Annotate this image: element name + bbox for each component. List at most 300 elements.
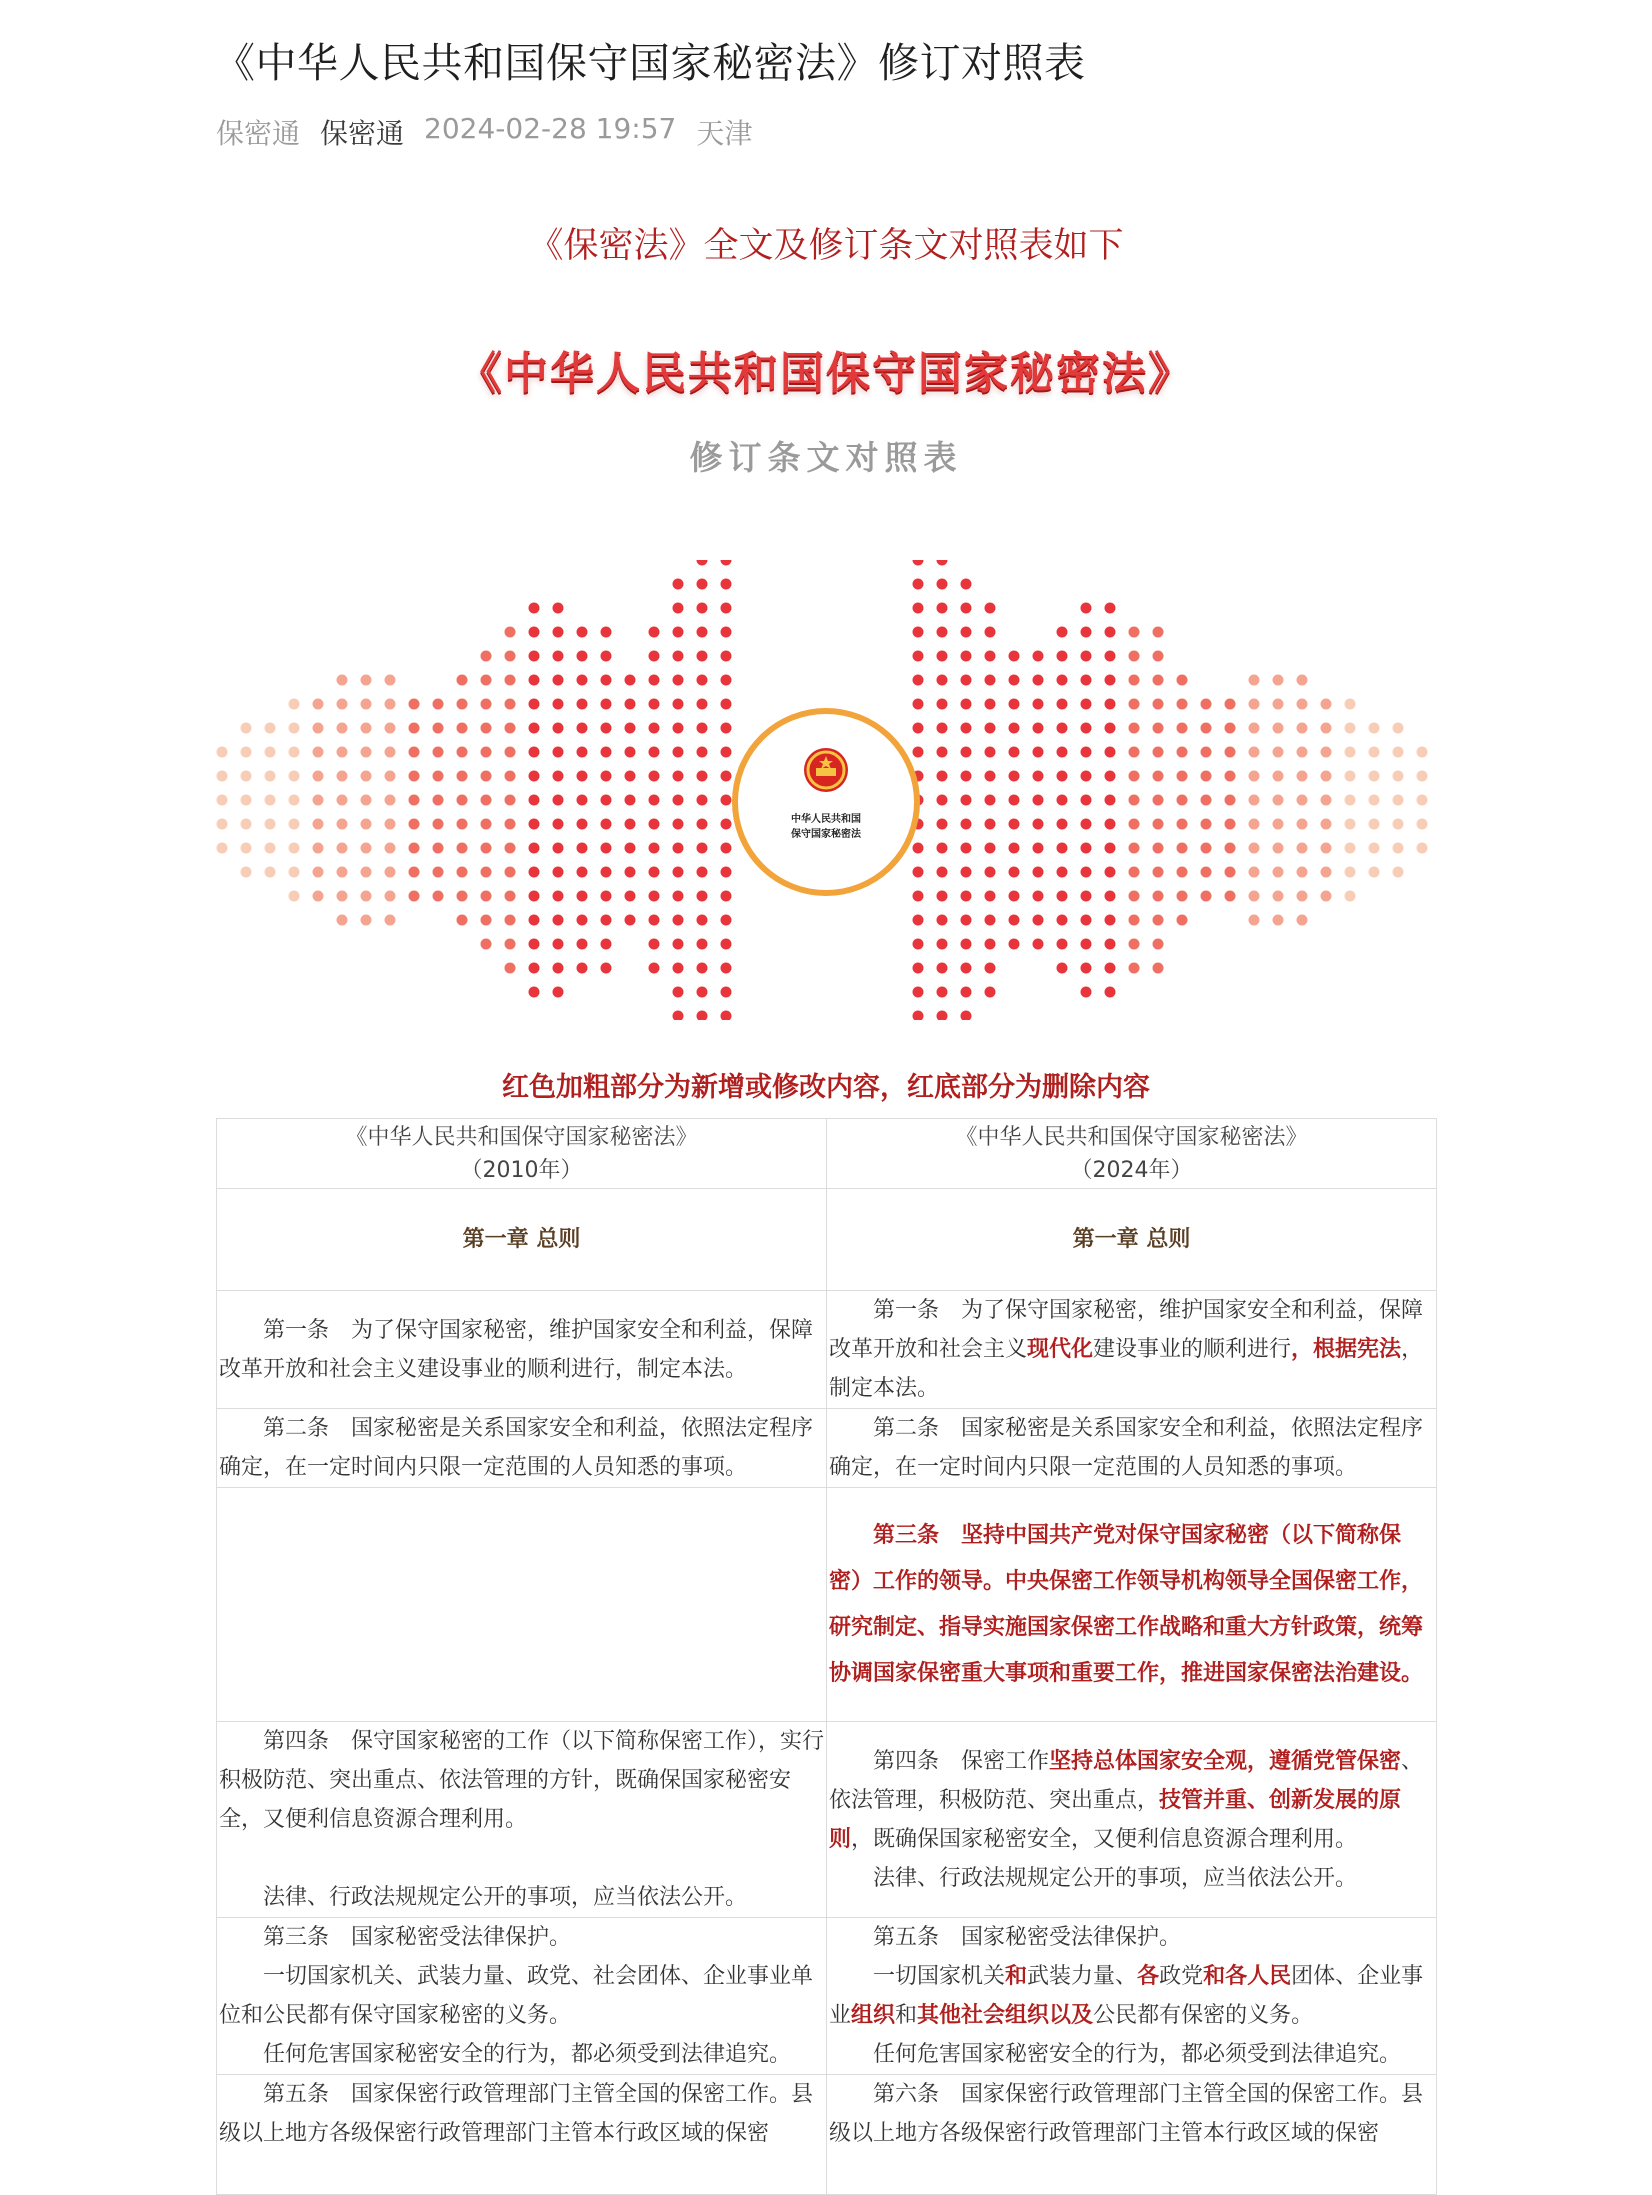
wave-dot	[1081, 651, 1092, 662]
wave-dot	[505, 795, 516, 806]
wave-dot	[1417, 795, 1428, 806]
wave-dot	[265, 867, 276, 878]
wave-dot	[1225, 843, 1236, 854]
wave-dot	[601, 843, 612, 854]
wave-dot	[961, 747, 972, 758]
wave-dot	[505, 723, 516, 734]
wave-dot	[457, 747, 468, 758]
wave-dot	[673, 939, 684, 950]
wave-dot	[1033, 795, 1044, 806]
wave-dot	[985, 915, 996, 926]
banner-subtitle: 修订条文对照表	[689, 438, 963, 477]
wave-dot	[649, 699, 660, 710]
wave-dot	[1129, 843, 1140, 854]
old-version-header: 《中华人民共和国保守国家秘密法》 （2010年）	[217, 1119, 827, 1189]
article-2-new: 第二条 国家秘密是关系国家安全和利益，依照法定程序确定，在一定时间内只限一定范围的人员知悉的事项。	[827, 1409, 1437, 1488]
wave-dot	[1201, 699, 1212, 710]
wave-dot	[265, 747, 276, 758]
wave-dot	[553, 819, 564, 830]
wave-dot	[1009, 699, 1020, 710]
wave-dot	[577, 747, 588, 758]
wave-dot	[1057, 819, 1068, 830]
wave-dot	[601, 699, 612, 710]
wave-dot	[721, 747, 732, 758]
wave-dot	[1417, 819, 1428, 830]
publish-datetime: 2024-02-28 19:57	[424, 112, 677, 145]
wave-dot	[1009, 843, 1020, 854]
wave-dot	[1105, 603, 1116, 614]
wave-dot	[1129, 867, 1140, 878]
table-row	[217, 1488, 1437, 1722]
wave-dot	[673, 915, 684, 926]
wave-dot	[361, 747, 372, 758]
wave-dot	[505, 891, 516, 902]
wave-dot	[433, 723, 444, 734]
wave-dot	[1393, 867, 1404, 878]
wave-dot	[625, 843, 636, 854]
wave-dot	[673, 603, 684, 614]
wave-dot	[1129, 627, 1140, 638]
wave-dot	[1177, 867, 1188, 878]
wave-dot	[1321, 699, 1332, 710]
wave-dot	[481, 699, 492, 710]
wave-dot	[721, 795, 732, 806]
wave-dot	[1297, 843, 1308, 854]
source-name: 保密通	[216, 117, 301, 150]
wave-dot	[1393, 795, 1404, 806]
wave-dot	[1249, 795, 1260, 806]
wave-dot	[1105, 627, 1116, 638]
article-3-old-empty	[217, 1488, 827, 1722]
wave-dot	[649, 627, 660, 638]
wave-dot	[505, 747, 516, 758]
wave-dot	[961, 963, 972, 974]
wave-dot	[1273, 819, 1284, 830]
wave-dot	[1249, 747, 1260, 758]
wave-dot	[361, 771, 372, 782]
article-1-old: 第一条 为了保守国家秘密，维护国家安全和利益，保障改革开放和社会主义建设事业的顺利进行，制定本法。	[217, 1291, 827, 1409]
wave-dot	[577, 963, 588, 974]
wave-dot	[385, 675, 396, 686]
wave-dot	[577, 891, 588, 902]
wave-dot	[937, 699, 948, 710]
new-version-header: 《中华人民共和国保守国家秘密法》 （2024年）	[827, 1119, 1437, 1189]
wave-dot	[1153, 723, 1164, 734]
wave-dot	[1369, 819, 1380, 830]
wave-dot	[601, 627, 612, 638]
wave-dot	[961, 795, 972, 806]
wave-dot	[361, 843, 372, 854]
wave-dot	[697, 843, 708, 854]
wave-dot	[1105, 891, 1116, 902]
wave-dot	[913, 1011, 924, 1021]
wave-dot	[529, 651, 540, 662]
wave-dot	[481, 675, 492, 686]
wave-dot	[409, 843, 420, 854]
wave-dot	[1105, 747, 1116, 758]
wave-dot	[1321, 819, 1332, 830]
wave-dot	[577, 699, 588, 710]
wave-dot	[1129, 651, 1140, 662]
wave-dot	[1105, 963, 1116, 974]
wave-dot	[961, 579, 972, 590]
wave-dot	[409, 867, 420, 878]
wave-dot	[553, 699, 564, 710]
wave-dot	[721, 560, 732, 566]
wave-dot	[649, 963, 660, 974]
wave-dot	[1177, 699, 1188, 710]
account-link[interactable]: 保密通	[320, 117, 405, 150]
wave-dot	[673, 891, 684, 902]
wave-dot	[289, 867, 300, 878]
national-emblem-icon	[802, 746, 850, 794]
wave-dot	[457, 867, 468, 878]
chapter-row	[217, 1189, 1437, 1291]
article-1-new: 第一条 为了保守国家秘密，维护国家安全和利益，保障改革开放和社会主义现代化建设事业的顺利进行，根据宪法，制定本法。	[827, 1291, 1437, 1409]
wave-dot	[1273, 795, 1284, 806]
wave-dot	[697, 939, 708, 950]
wave-dot	[961, 867, 972, 878]
wave-dot	[433, 891, 444, 902]
wave-dot	[1057, 675, 1068, 686]
wave-dot	[1177, 747, 1188, 758]
wave-dot	[985, 891, 996, 902]
wave-dot	[1393, 843, 1404, 854]
wave-dot	[697, 675, 708, 686]
wave-dot	[601, 675, 612, 686]
wave-dot	[961, 723, 972, 734]
wave-dot	[1129, 915, 1140, 926]
wave-dot	[1201, 795, 1212, 806]
wave-dot	[481, 771, 492, 782]
wave-dot	[625, 771, 636, 782]
wave-dot	[625, 819, 636, 830]
wave-dot	[1393, 771, 1404, 782]
wave-dot	[985, 987, 996, 998]
wave-dot	[985, 819, 996, 830]
wave-dot	[1057, 651, 1068, 662]
wave-dot	[697, 699, 708, 710]
wave-dot	[721, 603, 732, 614]
wave-dot	[673, 819, 684, 830]
wave-dot	[961, 699, 972, 710]
wave-dot	[409, 771, 420, 782]
wave-dot	[1201, 819, 1212, 830]
wave-dot	[1225, 747, 1236, 758]
wave-dot	[673, 963, 684, 974]
wave-dot	[649, 915, 660, 926]
wave-dot	[529, 891, 540, 902]
emblem-text: 中华人民共和国 保守国家秘密法	[791, 814, 861, 840]
wave-dot	[601, 891, 612, 902]
wave-dot	[1081, 915, 1092, 926]
wave-dot	[601, 867, 612, 878]
wave-dot	[529, 627, 540, 638]
wave-dot	[985, 627, 996, 638]
wave-dot	[1153, 819, 1164, 830]
wave-dot	[1057, 795, 1068, 806]
wave-dot	[505, 939, 516, 950]
wave-dot	[529, 867, 540, 878]
wave-dot	[1153, 915, 1164, 926]
wave-dot	[937, 915, 948, 926]
wave-dot	[313, 699, 324, 710]
article-5-old: 第三条 国家秘密受法律保护。 一切国家机关、武装力量、政党、社会团体、企业事业单位和公民都有保守国家秘密的义务。 任何危害国家秘密安全的行为，都必须受到法律追究。	[217, 1918, 827, 2075]
wave-dot	[721, 819, 732, 830]
table-header-row	[217, 1119, 1437, 1189]
wave-dot	[481, 867, 492, 878]
wave-dot	[1297, 795, 1308, 806]
wave-dot	[409, 747, 420, 758]
wave-dot	[1201, 747, 1212, 758]
wave-dot	[1057, 963, 1068, 974]
wave-dot	[1321, 795, 1332, 806]
wave-dot	[721, 987, 732, 998]
wave-dot	[1081, 819, 1092, 830]
wave-dot	[217, 795, 228, 806]
wave-dot	[913, 603, 924, 614]
wave-dot	[913, 627, 924, 638]
wave-dot	[505, 651, 516, 662]
wave-dot	[1033, 891, 1044, 902]
wave-dot	[961, 891, 972, 902]
wave-dot	[1081, 795, 1092, 806]
wave-dot	[1057, 915, 1068, 926]
wave-dot	[337, 675, 348, 686]
wave-dot	[1033, 915, 1044, 926]
wave-dot	[505, 819, 516, 830]
wave-dot	[1081, 987, 1092, 998]
publish-location: 天津	[696, 117, 753, 150]
wave-dot	[529, 603, 540, 614]
wave-dot	[265, 771, 276, 782]
wave-dot	[481, 795, 492, 806]
wave-dot	[913, 651, 924, 662]
wave-dot	[1297, 675, 1308, 686]
chapter-title-old: 第一章 总则	[217, 1189, 827, 1291]
wave-dot	[529, 819, 540, 830]
wave-dot	[1369, 867, 1380, 878]
wave-dot	[529, 939, 540, 950]
wave-dot	[697, 560, 708, 566]
wave-dot	[1249, 819, 1260, 830]
wave-dot	[361, 675, 372, 686]
wave-dot	[289, 819, 300, 830]
wave-dot	[1081, 627, 1092, 638]
wave-dot	[1105, 939, 1116, 950]
wave-dot	[985, 747, 996, 758]
wave-dot	[553, 747, 564, 758]
wave-dot	[481, 939, 492, 950]
wave-dot	[553, 867, 564, 878]
table-row	[217, 1722, 1437, 1918]
wave-dot	[241, 771, 252, 782]
article-meta	[216, 112, 752, 152]
wave-dot	[433, 867, 444, 878]
wave-dot	[721, 723, 732, 734]
wave-dot	[457, 915, 468, 926]
wave-dot	[1297, 771, 1308, 782]
wave-dot	[1153, 651, 1164, 662]
wave-dot	[361, 819, 372, 830]
wave-dot	[913, 747, 924, 758]
wave-dot	[985, 795, 996, 806]
wave-dot	[1249, 843, 1260, 854]
wave-dot	[1105, 675, 1116, 686]
wave-dot	[1177, 843, 1188, 854]
wave-dot	[913, 675, 924, 686]
wave-dot	[937, 579, 948, 590]
wave-dot	[961, 675, 972, 686]
wave-dot	[1009, 723, 1020, 734]
wave-dot	[409, 723, 420, 734]
wave-dot	[625, 699, 636, 710]
wave-dot	[361, 699, 372, 710]
wave-dot	[1057, 891, 1068, 902]
wave-dot	[1249, 675, 1260, 686]
wave-dot	[1225, 867, 1236, 878]
wave-dot	[697, 867, 708, 878]
wave-dot	[1249, 699, 1260, 710]
wave-dot	[913, 867, 924, 878]
wave-dot	[625, 675, 636, 686]
wave-dot	[985, 699, 996, 710]
wave-dot	[649, 819, 660, 830]
wave-dot	[1081, 771, 1092, 782]
wave-dot	[937, 1011, 948, 1021]
wave-dot	[457, 675, 468, 686]
wave-dot	[1369, 843, 1380, 854]
wave-dot	[529, 723, 540, 734]
wave-dot	[577, 819, 588, 830]
wave-dot	[313, 771, 324, 782]
wave-dot	[1009, 891, 1020, 902]
wave-dot	[1201, 867, 1212, 878]
wave-dot	[937, 891, 948, 902]
wave-dot	[721, 939, 732, 950]
wave-dot	[1273, 843, 1284, 854]
wave-dot	[1129, 699, 1140, 710]
wave-dot	[1273, 723, 1284, 734]
wave-dot	[1153, 699, 1164, 710]
wave-dot	[361, 867, 372, 878]
wave-dot	[1129, 939, 1140, 950]
wave-dot	[937, 819, 948, 830]
wave-dot	[1009, 675, 1020, 686]
wave-dot	[1153, 843, 1164, 854]
wave-dot	[313, 723, 324, 734]
wave-dot	[697, 891, 708, 902]
wave-dot	[1129, 747, 1140, 758]
wave-dot	[937, 795, 948, 806]
wave-dot	[1057, 939, 1068, 950]
wave-dot	[937, 747, 948, 758]
wave-dot	[1105, 651, 1116, 662]
wave-dot	[721, 1011, 732, 1021]
wave-dot	[457, 699, 468, 710]
article-6-new: 第六条 国家保密行政管理部门主管全国的保密工作。县级以上地方各级保密行政管理部门主管本行政区域的保密	[827, 2075, 1437, 2195]
wave-dot	[649, 675, 660, 686]
wave-dot	[385, 819, 396, 830]
wave-dot	[553, 843, 564, 854]
wave-dot	[937, 627, 948, 638]
wave-dot	[721, 699, 732, 710]
wave-dot	[577, 723, 588, 734]
wave-dot	[1225, 819, 1236, 830]
wave-dot	[553, 795, 564, 806]
wave-dot	[673, 699, 684, 710]
wave-dot	[289, 771, 300, 782]
wave-dot	[505, 675, 516, 686]
wave-dot	[697, 723, 708, 734]
wave-dot	[1417, 843, 1428, 854]
wave-dot	[529, 963, 540, 974]
wave-dot	[1153, 963, 1164, 974]
wave-dot	[577, 651, 588, 662]
wave-dot	[265, 819, 276, 830]
wave-dot	[1129, 963, 1140, 974]
wave-dot	[961, 603, 972, 614]
wave-dot	[337, 891, 348, 902]
wave-dot	[1153, 627, 1164, 638]
wave-dot	[1225, 795, 1236, 806]
wave-dot	[937, 771, 948, 782]
wave-dot	[673, 843, 684, 854]
wave-dot	[457, 723, 468, 734]
wave-dot	[1273, 915, 1284, 926]
wave-dot	[961, 987, 972, 998]
wave-dot	[697, 771, 708, 782]
wave-dot	[1081, 939, 1092, 950]
wave-dot	[1129, 891, 1140, 902]
article-4-old: 第四条 保守国家秘密的工作（以下简称保密工作），实行积极防范、突出重点、依法管理的方针，既确保国家秘密安全，又便利信息资源合理利用。 法律、行政法规规定公开的事项，应当依法公开。	[217, 1722, 827, 1918]
wave-dot	[481, 915, 492, 926]
wave-dot	[361, 723, 372, 734]
wave-dot	[913, 891, 924, 902]
table-row	[217, 2075, 1437, 2195]
wave-dot	[1393, 819, 1404, 830]
wave-dot	[1273, 747, 1284, 758]
wave-dot	[289, 723, 300, 734]
comparison-table	[216, 1118, 1437, 2195]
wave-dot	[1345, 747, 1356, 758]
wave-dot	[961, 771, 972, 782]
wave-dot	[289, 747, 300, 758]
wave-dot	[1321, 843, 1332, 854]
wave-dot	[1297, 891, 1308, 902]
wave-dot	[385, 771, 396, 782]
wave-dot	[1105, 843, 1116, 854]
wave-dot	[649, 891, 660, 902]
wave-dot	[937, 560, 948, 566]
wave-dot	[481, 723, 492, 734]
wave-dot	[1129, 723, 1140, 734]
wave-dot	[361, 891, 372, 902]
wave-dot	[529, 843, 540, 854]
wave-dot	[1009, 651, 1020, 662]
wave-dot	[553, 627, 564, 638]
wave-dot	[625, 747, 636, 758]
wave-dot	[985, 939, 996, 950]
wave-dot	[1105, 771, 1116, 782]
wave-dot	[1393, 747, 1404, 758]
wave-dot	[553, 891, 564, 902]
wave-dot	[1297, 699, 1308, 710]
wave-dot	[409, 795, 420, 806]
wave-dot	[673, 795, 684, 806]
wave-dot	[1153, 771, 1164, 782]
wave-dot	[337, 843, 348, 854]
